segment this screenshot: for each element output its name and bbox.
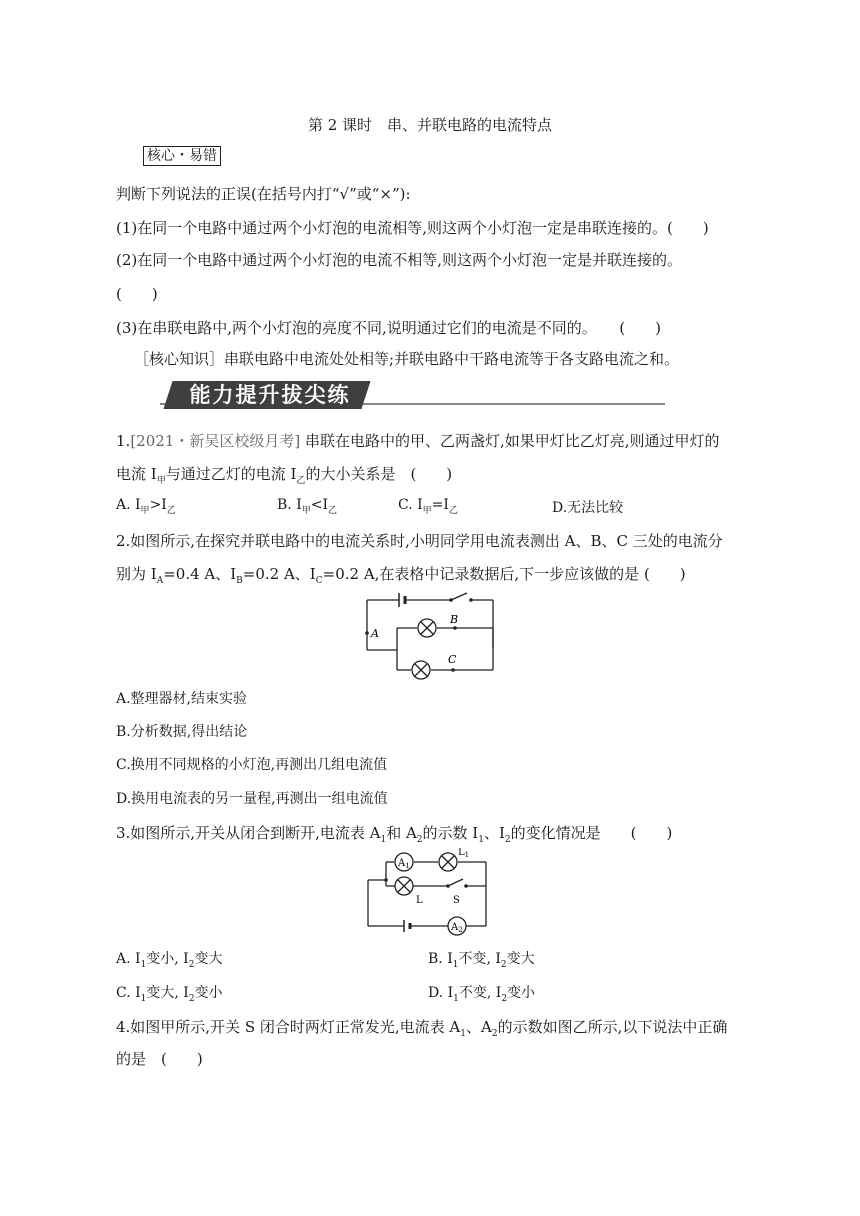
statement-1: (1)在同一个电路中通过两个小灯泡的电流相等,则这两个小灯泡一定是串联连接的。( ) — [116, 219, 709, 237]
q1-stem-a: 电流 I — [116, 465, 157, 483]
q2-option-a[interactable]: A.整理器材,结束实验 — [116, 691, 248, 707]
ability-banner — [160, 381, 665, 411]
q2-label-b: B — [450, 613, 459, 626]
intro-text: 判断下列说法的正误(在括号内打“√”或“×”): — [116, 185, 411, 203]
q2-option-c[interactable]: C.换用不同规格的小灯泡,再测出几组电流值 — [116, 757, 388, 773]
q2-line2: 别为 $I_A=0.4$ A、$I_B=0.2$ A、$I_C=0.2$ A,在表格中记录数据后,下一步应该做的是 ( ) — [116, 565, 686, 586]
q3-option-a[interactable]: A. $I_1$变小, $I_2$变大 — [116, 951, 223, 970]
statement-2-blank: ( ) — [116, 285, 158, 303]
q3-switch-s-label: S — [453, 895, 460, 906]
q2-line1: 2.如图所示,在探究并联电路中的电流关系时,小明同学用电流表测出 A、B、C 三处的电流分 — [116, 532, 723, 550]
section-tag: 核心・易错 — [143, 146, 221, 166]
q3-circuit-diagram — [360, 848, 500, 938]
q3-lamp-l1-label: $L_1$ — [458, 848, 470, 859]
q3-option-c[interactable]: C. $I_1$变大, $I_2$变小 — [116, 985, 223, 1004]
q1-option-d[interactable]: D.无法比较 — [552, 500, 624, 516]
q2-option-b[interactable]: B.分析数据,得出结论 — [116, 724, 248, 740]
q1-option-a[interactable]: A. $I_甲>I_乙$ — [116, 497, 176, 516]
banner-title: 能力提升拔尖练 — [189, 383, 351, 407]
lesson-title: 第 2 课时 串、并联电路的电流特点 — [307, 116, 553, 134]
q1-sub-1: 甲 — [156, 476, 166, 486]
q4-line2: 的是 ( ) — [116, 1050, 203, 1068]
q1-option-c[interactable]: C. $I_甲=I_乙$ — [398, 497, 458, 516]
statement-3: (3)在串联电路中,两个小灯泡的亮度不同,说明通过它们的电流是不同的。 ( ) — [116, 319, 661, 337]
q2-option-d[interactable]: D.换用电流表的另一量程,再测出一组电流值 — [116, 791, 388, 807]
q1-line2 — [116, 463, 452, 486]
q1-sub-2: 乙 — [296, 476, 306, 486]
q2-label-c: C — [448, 653, 457, 666]
q3-option-b[interactable]: B. $I_1$不变, $I_2$变大 — [428, 951, 535, 970]
q1-stem: 串联在电路中的甲、乙两盏灯,如果甲灯比乙灯亮,则通过甲灯的 — [304, 432, 720, 450]
q2-label-a: A — [371, 627, 379, 640]
core-knowledge: ［核心知识］串联电路中电流处处相等;并联电路中干路电流等于各支路电流之和。 — [134, 350, 680, 368]
q3-option-d[interactable]: D. $I_1$不变, $I_2$变小 — [428, 985, 536, 1004]
q1-stem-c: 的大小关系是 ( ) — [305, 465, 453, 483]
q2-circuit-diagram — [355, 588, 505, 688]
q1-stem-b: 与通过乙灯的电流 I — [165, 465, 297, 483]
q1-number: 1. — [116, 432, 131, 450]
q1-line1 — [116, 430, 720, 451]
q1-option-b[interactable]: B. $I_甲<I_乙$ — [277, 497, 338, 516]
q3-line1: 3.如图所示,开关从闭合到断开,电流表 $A_1$和 $A_2$的示数 $I_1$、$I_2$的变化情况是 ( ) — [116, 824, 673, 845]
q4-line1: 4.如图甲所示,开关 S 闭合时两灯正常发光,电流表 $A_1$、$A_2$的示数如图乙所示,以下说法中正确 — [116, 1018, 728, 1039]
q1-source: [2021・新吴区校级月考] — [130, 432, 301, 450]
statement-2: (2)在同一个电路中通过两个小灯泡的电流不相等,则这两个小灯泡一定是并联连接的。 — [116, 251, 683, 269]
q3-ammeter-a1-label: $A_1$ — [398, 858, 410, 870]
q3-ammeter-a2-label: $A_2$ — [451, 922, 463, 934]
q3-lamp-l-label: L — [416, 895, 423, 906]
